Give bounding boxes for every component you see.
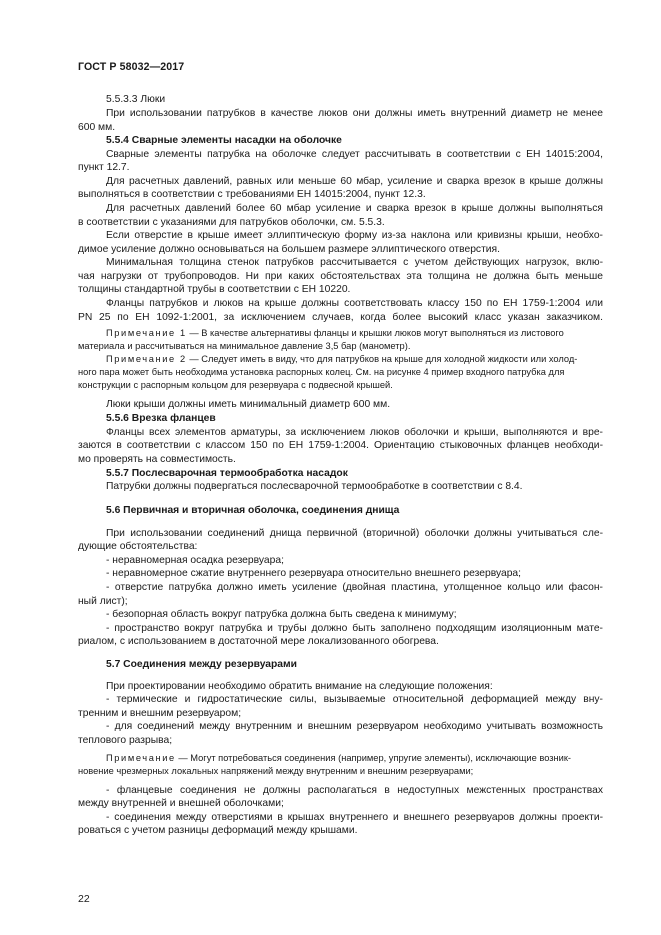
- paragraph-line: При использовании соединений днища первичной (вторичной) оболочки должны учитываться сле-: [106, 528, 603, 539]
- note-3: [106, 752, 571, 764]
- list-item: - для соединений между внутренним и внешним резервуаром необходимо учитывать возможность: [106, 721, 603, 732]
- paragraph-line: Люки крыши должны иметь минимальный диаметр 600 мм.: [106, 399, 391, 410]
- note-label: Примечание: [106, 753, 176, 763]
- paragraph-line: димое усиление должно основываться на большем размере эллиптического отверстия.: [78, 244, 500, 255]
- note-text: — Следует иметь в виду, что для патрубков на крыше для холодной жидкости или холод-: [189, 354, 578, 364]
- paragraph-line: Минимальная толщина стенок патрубков рассчитывается с учетом действующих нагрузок, вклю-: [106, 257, 603, 268]
- paragraph-line: чая нагрузки от трубопроводов. Ни при каких обстоятельствах эта толщина не должна быть меньше: [78, 271, 603, 282]
- note-label: Примечание 1: [106, 328, 187, 338]
- note-line: конструкции с распорным кольцом для резервуара с подвесной крышей.: [78, 380, 393, 390]
- list-item: - отверстие патрубка должно иметь усиление (двойная пластина, утолщенное кольцо или фасон-: [106, 582, 603, 593]
- list-item-continuation: теплового разрыва;: [78, 735, 173, 746]
- note-line: ного пара может быть необходима установка распорных колец. См. на рисунке 4 пример входного патрубка для: [78, 367, 565, 377]
- paragraph-line: При использовании патрубков в качестве люков они должны иметь внутренний диаметр не менее: [106, 108, 603, 119]
- paragraph-line: дующие обстоятельства:: [78, 541, 198, 552]
- list-item-continuation: между внутренней и внешней оболочками;: [78, 798, 284, 809]
- note-label: Примечание 2: [106, 354, 187, 364]
- list-item: - термические и гидростатические силы, вызываемые относительной деформацией между вну-: [106, 694, 603, 705]
- list-item: - пространство вокруг патрубка и трубы должно быть заполнено подходящим изоляционным мате-: [106, 623, 603, 634]
- note-2: [106, 353, 577, 365]
- paragraph-line: выполняться в соответствии с требованиями ЕН 14015:2004, пункт 12.3.: [78, 189, 426, 200]
- list-item-continuation: роваться с учетом разницы деформаций между крышами.: [78, 825, 358, 836]
- paragraph-line: 600 мм.: [78, 122, 116, 133]
- list-item: - соединения между отверстиями в крышах внутреннего и внешнего резервуаров должны проекти-: [106, 812, 603, 823]
- note-text: — В качестве альтернативы фланцы и крышки люков могут выполняться из листового: [189, 328, 564, 338]
- paragraph-line: Для расчетных давлений более 60 мбар усиление и сварка врезок в крыше должны выполняться: [106, 203, 603, 214]
- note-line: материала и рассчитываться на минимальное давление 3,5 бар (манометр).: [78, 341, 411, 351]
- page-number: 22: [78, 893, 90, 905]
- list-item-continuation: риалом, с использованием в достаточной мере локализованного обогрева.: [78, 636, 439, 647]
- list-item: - неравномерное сжатие внутреннего резервуара относительно внешнего резервуара;: [106, 568, 522, 579]
- list-item: - неравномерная осадка резервуара;: [106, 555, 284, 566]
- list-item-continuation: ный лист);: [78, 596, 128, 607]
- note-text: — Могут потребоваться соединения (например, упругие элементы), исключающие возник-: [178, 753, 572, 763]
- paragraph-line: Для расчетных давлений, равных или меньше 60 мбар, усиление и сварка врезок в крыше должны: [106, 176, 603, 187]
- paragraph-line: При проектировании необходимо обратить внимание на следующие положения:: [106, 681, 493, 692]
- paragraph-line: Фланцы патрубков и люков на крыше должны соответствовать классу 150 по ЕН 1759-1:2004 или: [106, 298, 603, 309]
- paragraph-line: пункт 12.7.: [78, 162, 130, 173]
- heading-5-7: 5.7 Соединения между резервуарами: [106, 659, 297, 670]
- paragraph-line: Сварные элементы патрубка на оболочке следует рассчитывать в соответствии с ЕН 14015:2004,: [106, 149, 603, 160]
- heading-5-5-4: 5.5.4 Сварные элементы насадки на оболочке: [106, 135, 342, 146]
- paragraph-line: Фланцы всех элементов арматуры, за исключением люков оболочки и крыши, выполняются и вре-: [106, 427, 603, 438]
- list-item: - фланцевые соединения не должны располагаться в недоступных межстенных пространствах: [106, 785, 603, 796]
- heading-5-5-7: 5.5.7 Послесварочная термообработка насадок: [106, 468, 348, 479]
- paragraph-line: PN 25 по ЕН 1092-1:2001, за исключением случаев, когда более высокий класс указан заказчиком.: [78, 312, 603, 323]
- list-item-continuation: тренним и внешним резервуаром;: [78, 708, 242, 719]
- paragraph-line: мо проверять на совместимость.: [78, 454, 236, 465]
- heading-5-5-6: 5.5.6 Врезка фланцев: [106, 413, 216, 424]
- section-5-5-3-3: 5.5.3.3 Люки: [106, 94, 166, 105]
- note-line: новение чрезмерных локальных напряжений между внутренним и внешним резервуарами;: [78, 766, 474, 776]
- list-item: - безопорная область вокруг патрубка должна быть сведена к минимуму;: [106, 609, 457, 620]
- paragraph-line: Если отверстие в крыше имеет эллиптическую форму из-за наклона или кривизны крыши, необхо-: [106, 230, 603, 241]
- paragraph-line: толщины стандартной трубы в соответствии с ЕН 10220.: [78, 284, 351, 295]
- document-header: ГОСТ Р 58032—2017: [78, 61, 185, 73]
- heading-5-6: 5.6 Первичная и вторичная оболочка, соединения днища: [106, 505, 400, 516]
- paragraph-line: заются в соответствии с классом 150 по ЕН 1759-1:2004. Ориентацию стыковочных фланцев необходи-: [78, 440, 603, 451]
- paragraph-line: Патрубки должны подвергаться послесварочной термообработке в соответствии с 8.4.: [106, 481, 523, 492]
- note-1: [106, 327, 564, 339]
- paragraph-line: в соответствии с указаниями для патрубков оболочки, см. 5.5.3.: [78, 217, 385, 228]
